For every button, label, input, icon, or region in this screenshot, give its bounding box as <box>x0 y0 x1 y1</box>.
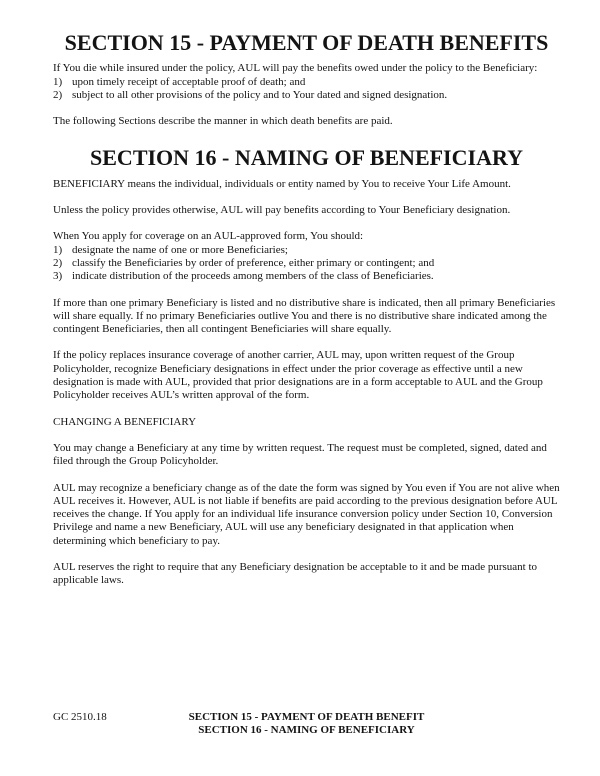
change-request-paragraph: You may change a Beneficiary at any time by written request. The request must be completed, signed, dated and filed through the Group Policyholder. <box>53 441 547 468</box>
beneficiary-definition-paragraph: BENEFICIARY means the individual, individuals or entity named by You to receive Your Life Amount. <box>53 177 511 190</box>
list-item <box>53 89 560 102</box>
section-16-numbered-list <box>53 244 560 284</box>
apply-intro-paragraph: When You apply for coverage on an AUL-approved form, You should: <box>53 230 364 243</box>
list-item <box>53 244 560 257</box>
list-item-text: indicate distribution of the proceeds among members of the class of Beneficiaries. <box>72 270 434 283</box>
section-15-numbered-list <box>53 76 560 103</box>
footer-section-15-line: SECTION 15 - PAYMENT OF DEATH BENEFIT <box>188 711 425 723</box>
form-number: GC 2510.18 <box>53 711 107 723</box>
section-15-title: SECTION 15 - PAYMENT OF DEATH BENEFITS <box>64 30 549 55</box>
list-item-number: 1) <box>53 75 63 88</box>
prior-coverage-paragraph: If the policy replaces insurance coverage of another carrier, AUL may, upon written request of the Group Policyholder, recognize Beneficiary designations in effect under the prior coverage as effective until a new designation is made with AUL, provided that prior designations are in a form acceptable to AUL and the Group Policyholder receives AUL’s written approval of the form. <box>53 349 543 402</box>
list-item <box>53 257 560 270</box>
list-item-number: 1) <box>53 243 63 256</box>
section-16-title: SECTION 16 - NAMING OF BENEFICIARY <box>90 145 523 171</box>
page-footer <box>53 711 560 738</box>
document-content <box>53 30 560 588</box>
default-payment-paragraph: Unless the policy provides otherwise, AUL will pay benefits according to Your Beneficiary designation. <box>53 204 511 217</box>
list-item-text: classify the Beneficiaries by order of preference, either primary or contingent; and <box>72 256 435 269</box>
list-item-text: subject to all other provisions of the policy and to Your dated and signed designation. <box>72 88 448 101</box>
list-item-text: upon timely receipt of acceptable proof of death; and <box>72 75 306 88</box>
footer-section-16-line: SECTION 16 - NAMING OF BENEFICIARY <box>198 724 415 737</box>
changing-beneficiary-subheading: CHANGING A BENEFICIARY <box>53 415 197 428</box>
list-item <box>53 76 560 89</box>
reserves-right-paragraph: AUL reserves the right to require that any Beneficiary designation be acceptable to it and be made pursuant to applicable laws. <box>53 561 538 587</box>
list-item-text: designate the name of one or more Beneficiaries; <box>72 243 288 256</box>
list-item-number: 2) <box>53 256 63 269</box>
section-15-closing-paragraph: The following Sections describe the manner in which death benefits are paid. <box>53 115 393 128</box>
list-item-number: 2) <box>53 88 63 101</box>
list-item-number: 3) <box>53 270 63 283</box>
change-recognition-paragraph: AUL may recognize a beneficiary change as of the date the form was signed by You even if You are not alive when AUL receives it. However, AUL is not liable if benefits are paid according to the previous designation before AUL receives the change. If You apply for an individual life insurance conversion policy under Section 10, Conversion Privilege and name a new Beneficiary, AUL will use any beneficiary designated in that application when determining which beneficiary to pay. <box>53 481 560 547</box>
shares-paragraph: If more than one primary Beneficiary is listed and no distributive share is indicated, then all primary Beneficiaries will share equally. If no primary Beneficiaries outlive You and there is no distributive share indicated among the contingent Beneficiaries, then all contingent Beneficiaries will share equally. <box>53 296 556 336</box>
list-item <box>53 270 560 283</box>
section-15-intro-paragraph: If You die while insured under the policy, AUL will pay the benefits owed under the policy to the Beneficiary: <box>53 62 538 75</box>
